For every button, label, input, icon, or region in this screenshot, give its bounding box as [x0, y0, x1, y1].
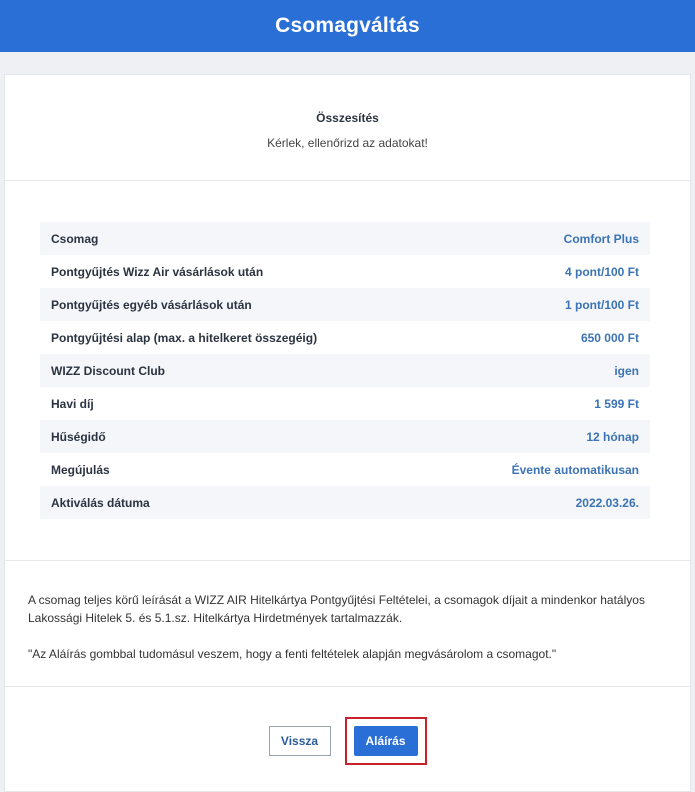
details-table — [5, 181, 690, 561]
terms-description: A csomag teljes körű leírását a WIZZ AIR Hitelkártya Pontgyűjtési Feltételei, a csomagok díjait a mindenkor hatályos Lakossági Hitelek 5. és 5.1.sz. Hitelkártya Hirdetmények tartalmazzák. — [28, 593, 645, 625]
row-value: 1 599 Ft — [594, 396, 639, 411]
row-discount-club — [40, 354, 650, 387]
row-value: 1 pont/100 Ft — [564, 297, 639, 312]
sign-button-highlight — [345, 717, 427, 765]
summary-subtitle: Kérlek, ellenőrizd az adatokat! — [267, 136, 428, 150]
row-label: Megújulás — [51, 462, 110, 477]
summary-section — [5, 75, 690, 181]
row-package — [40, 222, 650, 255]
row-label: Hűségidő — [51, 429, 106, 444]
row-value: Évente automatikusan — [511, 462, 639, 477]
row-label: Pontgyűjtési alap (max. a hitelkeret összegéig) — [51, 330, 318, 345]
row-value: 12 hónap — [586, 429, 639, 444]
action-bar — [5, 687, 690, 765]
terms-consent: "Az Aláírás gombbal tudomásul veszem, hogy a fenti feltételek alapján megvásárolom a csomagot." — [28, 647, 557, 661]
row-label: Havi díj — [51, 396, 94, 411]
row-value: Comfort Plus — [563, 231, 639, 246]
summary-card — [4, 74, 691, 792]
row-value: 2022.03.26. — [575, 495, 639, 510]
page-title: Csomagváltás — [275, 14, 420, 37]
row-wizz-points — [40, 255, 650, 288]
row-other-points — [40, 288, 650, 321]
row-activation-date — [40, 486, 650, 519]
row-label: Pontgyűjtés egyéb vásárlások után — [51, 297, 252, 312]
row-label: Aktiválás dátuma — [51, 495, 150, 510]
row-loyalty-period — [40, 420, 650, 453]
terms-section — [5, 561, 690, 687]
row-label: WIZZ Discount Club — [51, 363, 165, 378]
back-button[interactable]: Vissza — [269, 726, 331, 756]
sign-button[interactable]: Aláírás — [354, 726, 418, 756]
row-value: igen — [614, 363, 639, 378]
row-points-base — [40, 321, 650, 354]
summary-title: Összesítés — [316, 111, 379, 125]
row-renewal — [40, 453, 650, 486]
page-header — [0, 0, 695, 52]
row-label: Pontgyűjtés Wizz Air vásárlások után — [51, 264, 264, 279]
row-monthly-fee — [40, 387, 650, 420]
row-value: 4 pont/100 Ft — [564, 264, 639, 279]
row-label: Csomag — [51, 231, 99, 246]
row-value: 650 000 Ft — [580, 330, 639, 345]
